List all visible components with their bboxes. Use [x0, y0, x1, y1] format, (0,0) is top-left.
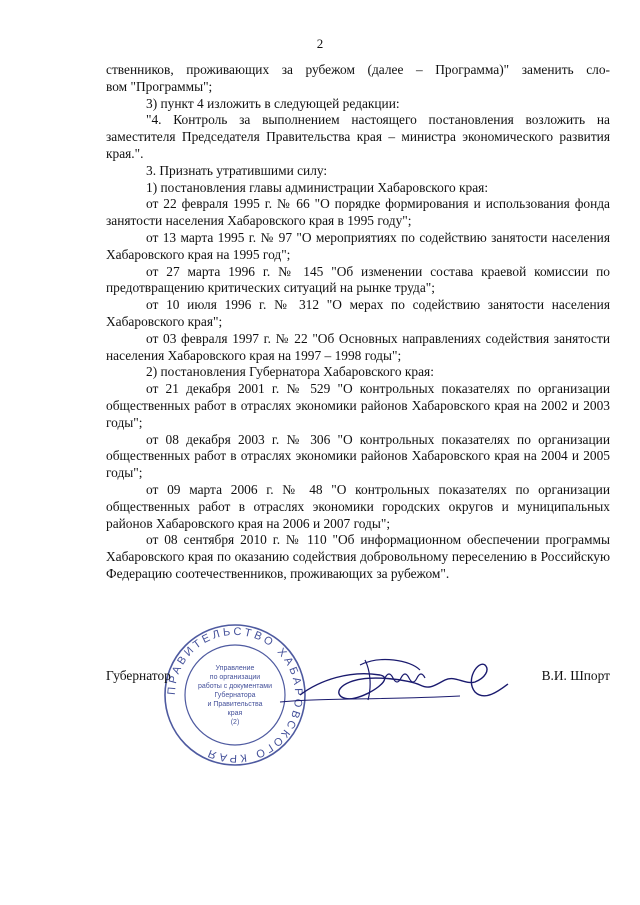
signer-name: В.И. Шпорт: [541, 668, 610, 683]
paragraph: "4. Контроль за выполнением настоящего постановления возложить на заместителя Председателя Правительства края – министра экономического развития края.".: [106, 112, 610, 161]
paragraph: от 22 февраля 1995 г. № 66 "О порядке формирования и использования фонда занятости населения Хабаровского края в 1995 году";: [106, 196, 610, 229]
paragraph: от 27 марта 1996 г. № 145 "Об изменении состава краевой комиссии по предотвращению критических ситуаций на рынке труда";: [106, 263, 610, 296]
paragraph: 3) пункт 4 изложить в следующей редакции:: [146, 95, 400, 111]
paragraph: от 13 марта 1995 г. № 97 "О мероприятиях по содействию занятости населения Хабаровского края на 1995 год";: [106, 229, 610, 262]
paragraph: ственников, проживающих за рубежом (далее – Программа)" заменить сло-: [106, 62, 610, 77]
signature-block: [106, 668, 610, 688]
document-body: [106, 62, 610, 583]
seal-inner-line: края: [227, 710, 243, 717]
paragraph: от 09 марта 2006 г. № 48 "О контрольных показателях по организации общественных работ в отраслях экономики городских округов и муниципальных районов Хабаровского края на 2006 и 2007 годы";: [106, 481, 610, 531]
seal-inner-line: Управление: [215, 665, 255, 672]
signer-title: Губернатор: [106, 668, 171, 683]
paragraph: от 10 июля 1996 г. № 312 "О мерах по содействию занятости населения Хабаровского края";: [106, 297, 610, 329]
svg-text:ПРАВИТЕЛЬСТВО ХАБАРОВСКОГО КРА: ПРАВИТЕЛЬСТВО ХАБАРОВСКОГО КРАЯ: [165, 625, 305, 765]
page-number: 2: [316, 36, 324, 51]
seal-inner-line: работы с документами: [197, 683, 273, 690]
paragraph: вом "Программы";: [106, 78, 213, 94]
paragraph: от 03 февраля 1997 г. № 22 "Об Основных направлениях содействия занятости населения Хабаровского края на 1997 – 1998 годы";: [106, 330, 610, 363]
paragraph: 2) постановления Губернатора Хабаровского края:: [146, 364, 434, 380]
paragraph: от 08 сентября 2010 г. № 110 "Об информационном обеспечении программы Хабаровского края по оказанию содействия добровольному переселению в Российскую Федерацию соотечественников, проживающих за рубежом".: [106, 532, 610, 581]
paragraph: от 08 декабря 2003 г. № 306 "О контрольных показателях по организации общественных работ в отраслях экономики районов Хабаровского края на 2004 и 2005 годы";: [106, 431, 610, 481]
seal-inner-line: по организации: [209, 674, 261, 681]
seal-inner-line: (2): [230, 719, 240, 726]
seal-inner-line: Губернатора: [214, 692, 256, 699]
paragraph: от 21 декабря 2001 г. № 529 "О контрольных показателях по организации общественных работ в отраслях экономики районов Хабаровского края на 2002 и 2003 годы";: [106, 381, 610, 430]
seal-inner-line: и Правительства: [207, 701, 263, 708]
paragraph: 1) постановления главы администрации Хабаровского края:: [146, 179, 489, 195]
paragraph: 3. Признать утратившими силу:: [146, 162, 328, 178]
